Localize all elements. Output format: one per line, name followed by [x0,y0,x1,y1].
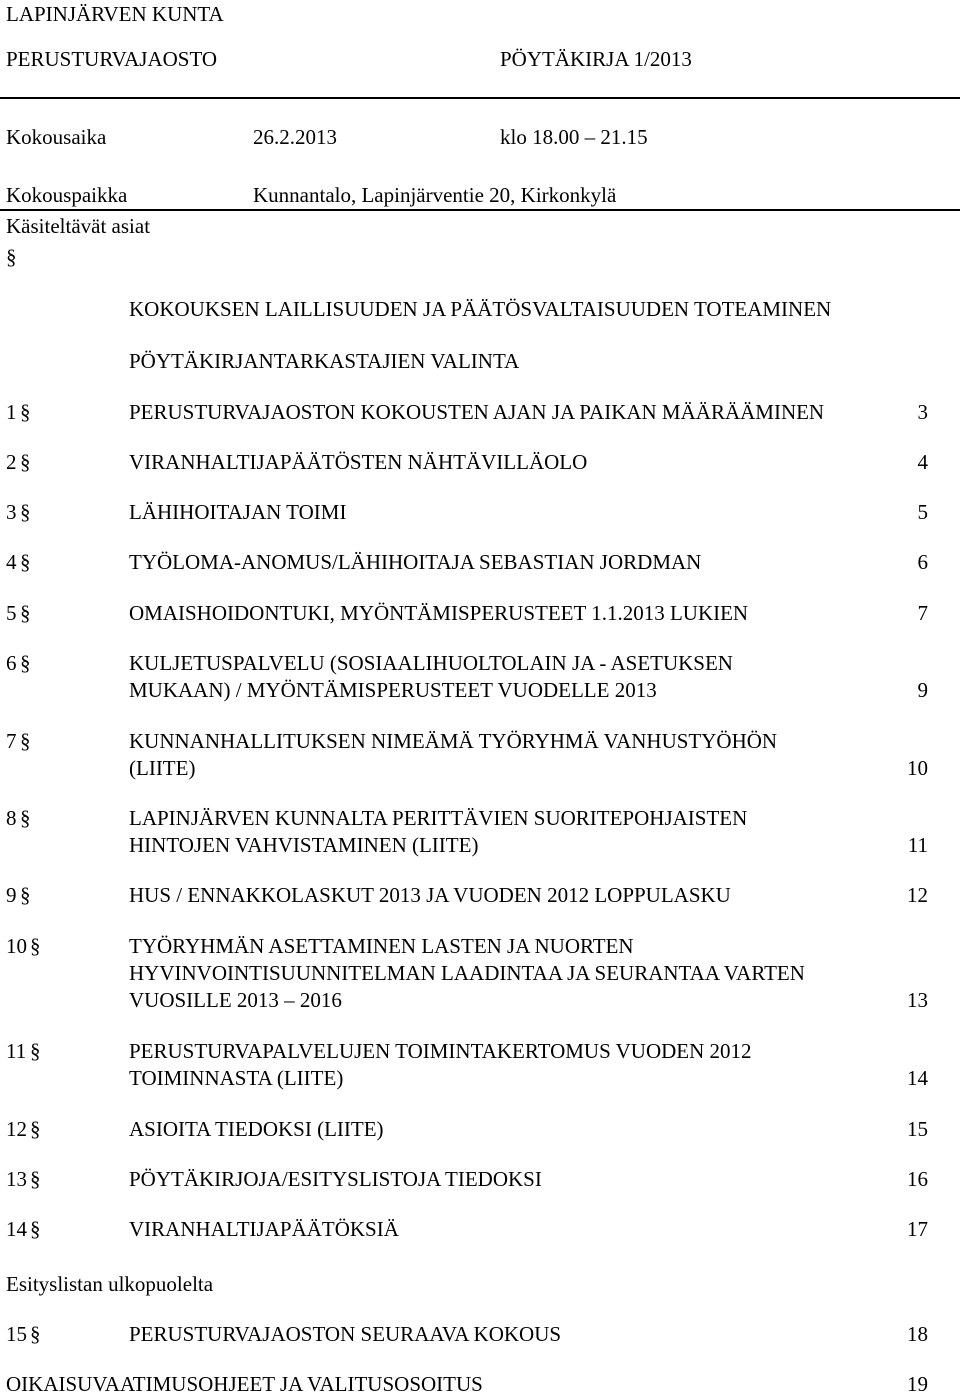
agenda-item-title: TOIMINNASTA (LIITE) [129,1066,344,1090]
appeal-instructions-page: 19 [907,1372,928,1396]
meeting-place-label: Kokouspaikka [6,183,128,207]
section-mark: § [30,934,41,958]
section-mark: § [30,1167,41,1191]
appeal-instructions-title: OIKAISUVAATIMUSOHJEET JA VALITUSOSOITUS [6,1372,483,1396]
agenda-item-number: 1 [6,400,17,424]
agenda-item-number: 6 [6,651,17,675]
agenda-item-title: PERUSTURVAJAOSTON KOKOUSTEN AJAN JA PAIKAN MÄÄRÄÄMINEN [129,400,825,424]
agenda-item-title: MUKAAN) / MYÖNTÄMISPERUSTEET VUODELLE 2013 [129,678,657,702]
agenda-item-number: 11 [6,1039,27,1063]
meeting-time-label: Kokousaika [6,125,107,149]
agenda-item-number: 15 [6,1322,27,1346]
agenda-item-title: VIRANHALTIJAPÄÄTÖSTEN NÄHTÄVILLÄOLO [129,450,588,474]
agenda-item-title: OMAISHOIDONTUKI, MYÖNTÄMISPERUSTEET 1.1.2013 LUKIEN [129,601,749,625]
section-mark: § [20,601,31,625]
section-mark: § [20,400,31,424]
header-divider [0,97,960,99]
section-mark: § [20,500,31,524]
section-mark: § [30,1117,41,1141]
agenda-item-page: 12 [907,883,928,907]
agenda-item-page: 13 [907,988,928,1012]
items-label: Käsiteltävät asiat [6,214,151,238]
agenda-item-number: 8 [6,806,17,830]
agenda-item-number: 9 [6,883,17,907]
agenda-item-page: 15 [907,1117,928,1141]
section-mark: § [20,550,31,574]
agenda-item-title: HYVINVOINTISUUNNITELMAN LAADINTAA JA SEURANTAA VARTEN [129,961,805,985]
agenda-item-page: 7 [917,601,928,625]
agenda-item-page: 18 [907,1322,928,1346]
agenda-item-page: 4 [917,450,928,474]
agenda-item-title: TYÖRYHMÄN ASETTAMINEN LASTEN JA NUORTEN [129,934,634,958]
agenda-item-title: (LIITE) [129,756,196,780]
opening-item: KOKOUKSEN LAILLISUUDEN JA PÄÄTÖSVALTAISUUDEN TOTEAMINEN [129,297,832,321]
outside-agenda-label: Esityslistan ulkopuolelta [6,1272,214,1296]
meeting-divider [0,209,960,211]
agenda-item-number: 12 [6,1117,27,1141]
meeting-date: 26.2.2013 [253,125,337,149]
agenda-item-title: ASIOITA TIEDOKSI (LIITE) [129,1117,384,1141]
committee-name: PERUSTURVAJAOSTO [6,47,218,71]
section-mark: § [20,729,31,753]
opening-item: PÖYTÄKIRJANTARKASTAJIEN VALINTA [129,349,520,373]
agenda-item-number: 13 [6,1167,27,1191]
agenda-item-title: HUS / ENNAKKOLASKUT 2013 JA VUODEN 2012 LOPPULASKU [129,883,731,907]
meeting-hours: klo 18.00 – 21.15 [500,125,648,149]
agenda-item-page: 3 [917,400,928,424]
agenda-item-title: VIRANHALTIJAPÄÄTÖKSIÄ [129,1217,399,1241]
agenda-item-page: 16 [907,1167,928,1191]
agenda-item-title: LÄHIHOITAJAN TOIMI [129,500,347,524]
agenda-item-number: 4 [6,550,17,574]
agenda-item-title: HINTOJEN VAHVISTAMINEN (LIITE) [129,833,479,857]
agenda-item-title: PERUSTURVAPALVELUJEN TOIMINTAKERTOMUS VUODEN 2012 [129,1039,752,1063]
document-id: PÖYTÄKIRJA 1/2013 [500,47,692,71]
section-mark: § [30,1322,41,1346]
agenda-item-page: 11 [907,833,928,857]
agenda-item-page: 6 [917,550,928,574]
agenda-item-number: 2 [6,450,17,474]
agenda-item-number: 7 [6,729,17,753]
section-mark: § [20,806,31,830]
agenda-item-title: KULJETUSPALVELU (SOSIAALIHUOLTOLAIN JA - ASETUKSEN [129,651,733,675]
section-mark: § [20,450,31,474]
agenda-item-title: PÖYTÄKIRJOJA/ESITYSLISTOJA TIEDOKSI [129,1167,542,1191]
section-mark: § [20,651,31,675]
agenda-item-page: 17 [907,1217,928,1241]
section-mark: § [30,1217,41,1241]
agenda-item-number: 5 [6,601,17,625]
agenda-item-title: TYÖLOMA-ANOMUS/LÄHIHOITAJA SEBASTIAN JORDMAN [129,550,702,574]
agenda-item-number: 14 [6,1217,27,1241]
agenda-item-title: KUNNANHALLITUKSEN NIMEÄMÄ TYÖRYHMÄ VANHUSTYÖHÖN [129,729,778,753]
agenda-item-title: PERUSTURVAJAOSTON SEURAAVA KOKOUS [129,1322,562,1346]
agenda-item-page: 5 [917,500,928,524]
agenda-item-page: 9 [917,678,928,702]
agenda-item-title: VUOSILLE 2013 – 2016 [129,988,342,1012]
agenda-item-page: 14 [907,1066,928,1090]
meeting-place: Kunnantalo, Lapinjärventie 20, Kirkonkylä [253,183,617,207]
agenda-item-number: 10 [6,934,27,958]
section-mark: § [30,1039,41,1063]
agenda-item-page: 10 [907,756,928,780]
section-mark: § [6,245,17,269]
agenda-item-number: 3 [6,500,17,524]
municipality-name: LAPINJÄRVEN KUNTA [6,2,224,26]
section-mark: § [20,883,31,907]
agenda-item-title: LAPINJÄRVEN KUNNALTA PERITTÄVIEN SUORITEPOHJAISTEN [129,806,748,830]
